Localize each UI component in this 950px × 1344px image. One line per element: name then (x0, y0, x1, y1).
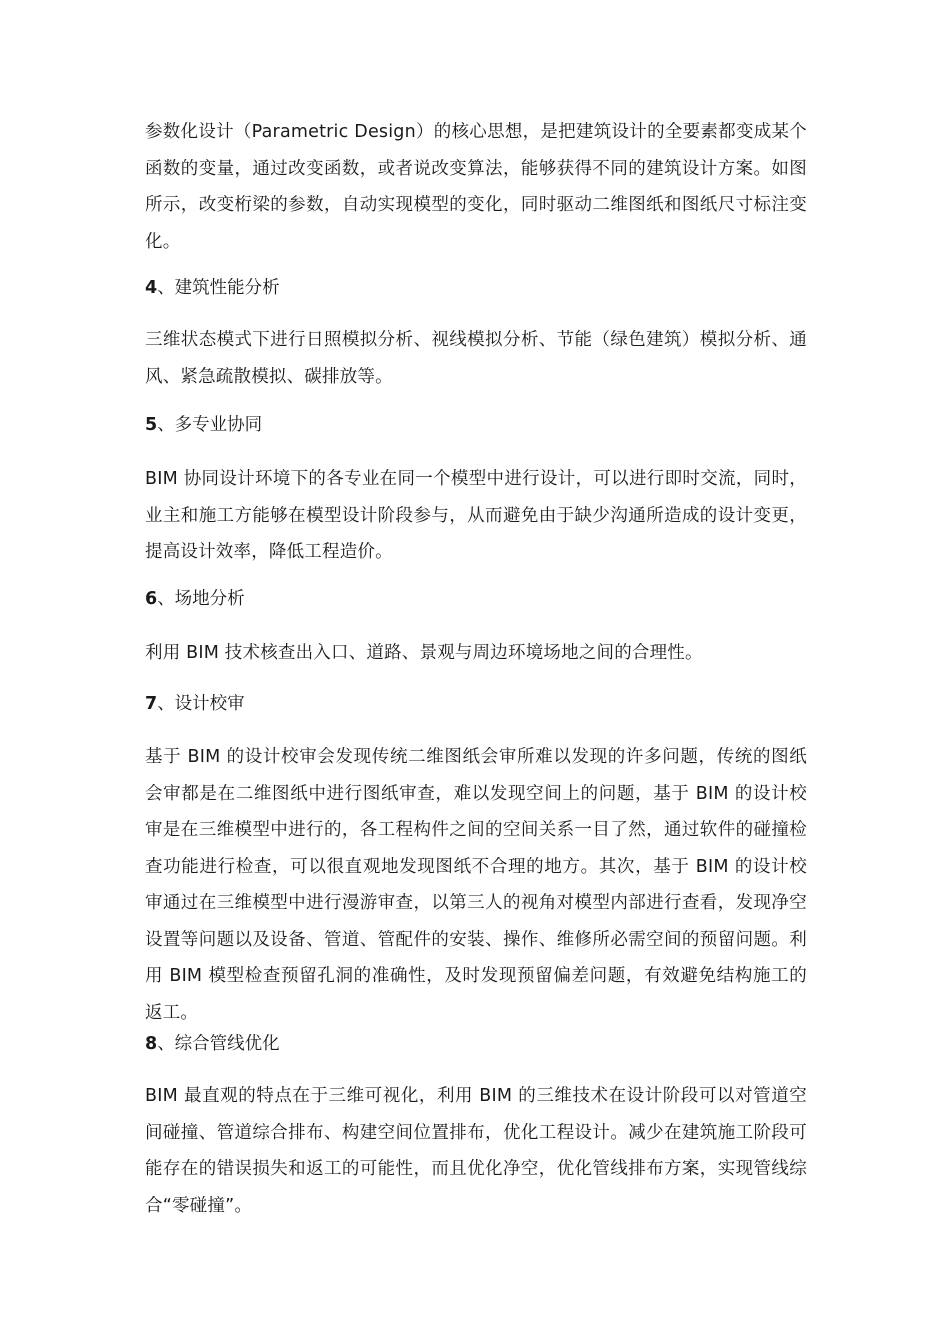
heading-pipeline-optimization (145, 1029, 807, 1059)
paragraph-site-analysis: 利用 BIM 技术核查出入口、道路、景观与周边环境场地之间的合理性。 (145, 643, 703, 663)
heading-text: 、场地分析 (157, 589, 245, 609)
heading-multi-discipline (145, 410, 807, 440)
heading-number: 7 (145, 694, 158, 714)
heading-text: 、多专业协同 (157, 415, 263, 435)
heading-text: 、设计校审 (157, 694, 245, 714)
heading-number: 8 (145, 1034, 158, 1054)
paragraph-multi-discipline: BIM 协同设计环境下的各专业在同一个模型中进行设计，可以进行即时交流，同时，业主和施工方能够在模型设计阶段参与，从而避免由于缺少沟通所造成的设计变更，提高设计效率，降低工程造价。 (145, 469, 807, 562)
heading-number: 6 (145, 589, 158, 609)
heading-text: 、建筑性能分析 (157, 278, 280, 298)
heading-design-review (145, 689, 807, 719)
heading-number: 5 (145, 415, 158, 435)
heading-site-analysis (145, 584, 807, 614)
paragraph-design-review: 基于 BIM 的设计校审会发现传统二维图纸会审所难以发现的许多问题，传统的图纸会审都是在二维图纸中进行图纸审查，难以发现空间上的问题，基于 BIM 的设计校审是在三维模型中进行的，各工程构件之间的空间关系一目了然，通过软件的碰撞检查功能进行检查，可以很直观地发现图纸不合理的地方。其次，基于 BIM 的设计校审通过在三维模型中进行漫游审查，以第三人的视角对模型内部进行查看，发现净空设置等问题以及设备、管道、管配件的安装、操作、维修所必需空间的预留问题。利用 BIM 模型检查预留孔洞的准确性，及时发现预留偏差问题，有效避免结构施工的返工。 (145, 747, 807, 1023)
paragraph-building-performance: 三维状态模式下进行日照模拟分析、视线模拟分析、节能（绿色建筑）模拟分析、通风、紧急疏散模拟、碳排放等。 (145, 330, 807, 387)
heading-building-performance (145, 273, 807, 303)
paragraph-parametric-design: 参数化设计（Parametric Design）的核心思想，是把建筑设计的全要素都变成某个函数的变量，通过改变函数，或者说改变算法，能够获得不同的建筑设计方案。如图所示，改变桁梁的参数，自动实现模型的变化，同时驱动二维图纸和图纸尺寸标注变化。 (145, 122, 807, 252)
paragraph-pipeline-optimization: BIM 最直观的特点在于三维可视化，利用 BIM 的三维技术在设计阶段可以对管道空间碰撞、管道综合排布、构建空间位置排布，优化工程设计。减少在建筑施工阶段可能存在的错误损失和返工的可能性，而且优化净空，优化管线排布方案，实现管线综合“零碰撞”。 (145, 1086, 807, 1216)
heading-number: 4 (145, 278, 158, 298)
heading-text: 、综合管线优化 (157, 1034, 280, 1054)
